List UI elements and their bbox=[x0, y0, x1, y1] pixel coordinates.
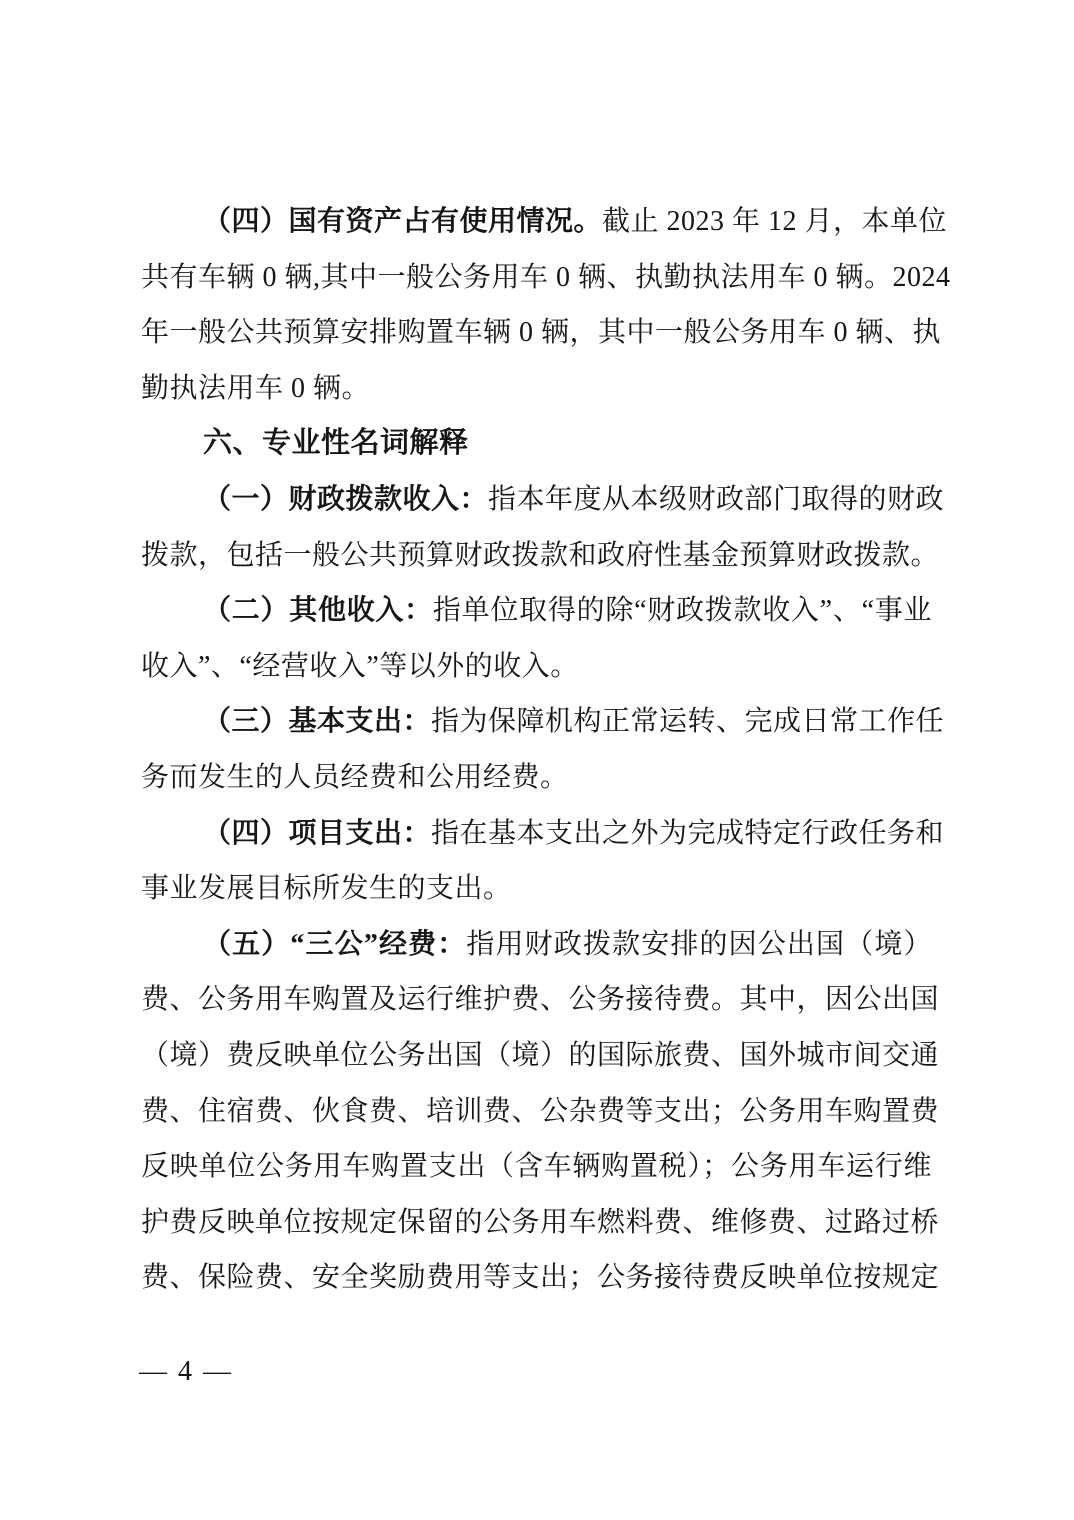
paragraph-text: 费、保险费、安全奖励费用等支出；公务接待费反映单位按规定 bbox=[141, 1262, 940, 1294]
paragraph-line bbox=[141, 972, 940, 1028]
paragraph-line bbox=[141, 861, 932, 917]
paragraph-line bbox=[141, 1139, 932, 1195]
paragraph-lead-in: （二）其他收入： bbox=[203, 595, 433, 627]
paragraph-line bbox=[141, 194, 948, 250]
paragraph-text: 指在基本支出之外为完成特定行政任务和 bbox=[431, 817, 945, 849]
paragraph-line bbox=[141, 1250, 940, 1306]
paragraph-line bbox=[141, 472, 945, 528]
paragraph-text: 指单位取得的除“财政拨款收入”、“事业 bbox=[432, 595, 932, 627]
paragraph-lead-in: （四）国有资产占有使用情况。 bbox=[203, 206, 603, 237]
paragraph-line bbox=[141, 250, 951, 306]
paragraph-line bbox=[141, 750, 932, 806]
paragraph-lead-in: （四）项目支出： bbox=[203, 817, 432, 849]
paragraph-text: 截止 2023 年 12 月，本单位 bbox=[602, 206, 948, 237]
paragraph-line bbox=[141, 694, 945, 750]
paragraph-line bbox=[141, 528, 940, 584]
paragraph-text: 指用财政拨款安排的因公出国（境） bbox=[466, 928, 932, 960]
paragraph-text: 勤执法用车 0 辆。 bbox=[141, 372, 371, 404]
paragraph-text: 收入”、“经营收入”等以外的收入。 bbox=[141, 650, 579, 682]
paragraph-line bbox=[141, 1084, 940, 1140]
paragraph-text: 费、住宿费、伙食费、培训费、公杂费等支出；公务用车购置费 bbox=[141, 1095, 940, 1127]
paragraph-lead-in: （三）基本支出： bbox=[203, 706, 432, 738]
paragraph-line bbox=[141, 639, 932, 695]
paragraph-line bbox=[141, 361, 932, 417]
paragraph-text: 事业发展目标所发生的支出。 bbox=[141, 873, 512, 905]
paragraph-text: 年一般公共预算安排购置车辆 0 辆，其中一般公务用车 0 辆、执 bbox=[141, 317, 942, 349]
paragraph-text: 护费反映单位按规定保留的公务用车燃料费、维修费、过路过桥 bbox=[141, 1206, 940, 1238]
paragraph-text: 指本年度从本级财政部门取得的财政 bbox=[488, 483, 945, 515]
paragraph-lead-in: （五）“三公”经费： bbox=[203, 928, 467, 960]
paragraph-line bbox=[141, 583, 932, 639]
paragraph-line bbox=[141, 1195, 940, 1251]
paragraph-line bbox=[141, 305, 942, 361]
section-heading-text: 六、专业性名词解释 bbox=[203, 427, 469, 460]
section-heading bbox=[141, 416, 932, 472]
page-number: — 4 — bbox=[139, 1356, 233, 1387]
document-body bbox=[141, 194, 951, 1306]
paragraph-line bbox=[141, 806, 945, 862]
paragraph-text: 费、公务用车购置及运行维护费、公务接待费。其中，因公出国 bbox=[141, 984, 940, 1016]
paragraph-text: 指为保障机构正常运转、完成日常工作任 bbox=[431, 706, 945, 738]
paragraph-text: 反映单位公务用车购置支出（含车辆购置税）；公务用车运行维 bbox=[141, 1151, 932, 1183]
paragraph-text: 务而发生的人员经费和公用经费。 bbox=[141, 761, 569, 793]
paragraph-text: 共有车辆 0 辆,其中一般公务用车 0 辆、执勤执法用车 0 辆。2024 bbox=[141, 261, 951, 293]
paragraph-lead-in: （一）财政拨款收入： bbox=[203, 483, 489, 515]
paragraph-line bbox=[141, 1028, 940, 1084]
paragraph-line bbox=[141, 917, 932, 973]
paragraph-text: （境）费反映单位公务出国（境）的国际旅费、国外城市间交通 bbox=[141, 1039, 940, 1071]
paragraph-text: 拨款，包括一般公共预算财政拨款和政府性基金预算财政拨款。 bbox=[141, 539, 940, 571]
